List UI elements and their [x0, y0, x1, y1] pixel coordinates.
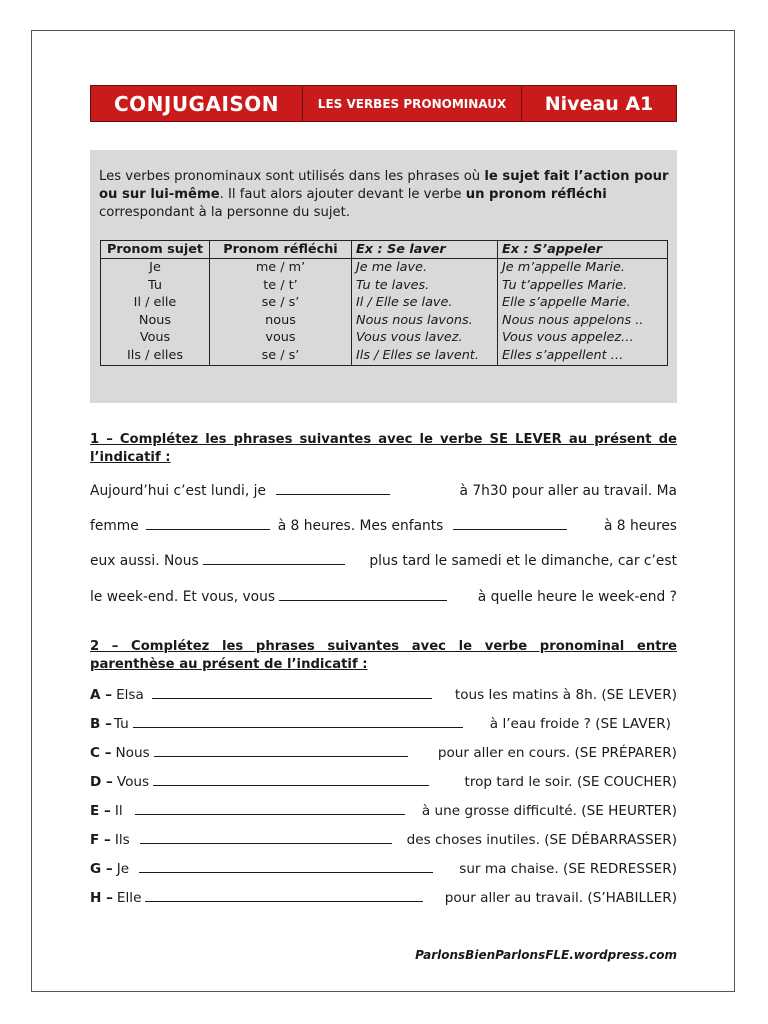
item-end: trop tard le soir. (SE COUCHER)	[464, 774, 677, 790]
table-row	[101, 329, 668, 347]
exercise2-item-d	[90, 773, 677, 790]
sentence-text: eux aussi. Nous	[90, 553, 199, 569]
table-cell: Nous nous appelons ..	[498, 312, 668, 330]
answer-blank[interactable]	[203, 552, 345, 565]
item-end: des choses inutiles. (SE DÉBARRASSER)	[406, 832, 677, 848]
header-level: Niveau A1	[544, 92, 654, 115]
table-cell: Je me lave.	[352, 259, 498, 277]
item-subject: Ils	[114, 832, 130, 848]
exercise1-line-2	[90, 517, 677, 534]
answer-blank[interactable]	[135, 802, 405, 815]
item-letter: G –	[90, 861, 113, 877]
conjugation-table	[100, 240, 668, 366]
item-end: pour aller au travail. (S’HABILLER)	[444, 890, 677, 906]
table-cell: me / m’	[210, 259, 352, 277]
worksheet-header	[90, 85, 677, 122]
intro-part-2: . Il faut alors ajouter devant le verbe	[219, 187, 466, 202]
exercise1-title: 1 – Complétez les phrases suivantes avec le verbe SE LEVER au présent de l’indicatif :	[90, 432, 677, 465]
table-header-cell: Ex : Se laver	[352, 241, 498, 259]
answer-blank[interactable]	[140, 831, 392, 844]
table-row	[101, 259, 668, 277]
intro-bold-1: le sujet fait l’action pour ou sur lui-même	[99, 169, 669, 202]
item-letter: A –	[90, 687, 113, 703]
answer-blank[interactable]	[153, 773, 429, 786]
item-end: tous les matins à 8h. (SE LEVER)	[454, 687, 677, 703]
table-cell: se / s’	[210, 347, 352, 365]
sentence-text: à 7h30 pour aller au travail. Ma	[459, 483, 677, 499]
item-subject: Il	[114, 803, 123, 819]
table-cell: Ils / Elles se lavent.	[352, 347, 498, 365]
table-cell: Elle s’appelle Marie.	[498, 294, 668, 312]
table-cell: Il / Elle se lave.	[352, 294, 498, 312]
item-subject: Nous	[115, 745, 150, 761]
header-subtitle: LES VERBES PRONOMINAUX	[303, 86, 522, 121]
intro-part-1: Les verbes pronominaux sont utilisés dans les phrases où	[99, 169, 485, 184]
table-cell: Ils / elles	[101, 347, 210, 365]
table-cell: Tu te laves.	[352, 277, 498, 295]
table-cell: Elles s’appellent …	[498, 347, 668, 365]
exercise2-item-f	[90, 831, 677, 848]
exercise2-item-b	[90, 715, 677, 732]
answer-blank[interactable]	[139, 860, 433, 873]
item-letter: H –	[90, 890, 113, 906]
intro-bold-2: un pronom réfléchi	[465, 187, 607, 202]
table-cell: Nous nous lavons.	[352, 312, 498, 330]
answer-blank[interactable]	[152, 686, 432, 699]
exercise2-item-e	[90, 802, 677, 819]
table-cell: se / s’	[210, 294, 352, 312]
table-cell: Je	[101, 259, 210, 277]
item-subject: Je	[116, 861, 130, 877]
table-cell: Vous vous lavez.	[352, 329, 498, 347]
intro-text	[99, 168, 669, 222]
table-cell: Vous	[101, 329, 210, 347]
item-letter: E –	[90, 803, 111, 819]
item-letter: F –	[90, 832, 111, 848]
table-cell: vous	[210, 329, 352, 347]
item-end: sur ma chaise. (SE REDRESSER)	[459, 861, 677, 877]
table-cell: Tu t’appelles Marie.	[498, 277, 668, 295]
footer-source-link[interactable]: ParlonsBienParlonsFLE.wordpress.com	[415, 948, 677, 962]
sentence-text: femme	[90, 518, 139, 534]
item-end: à une grosse difficulté. (SE HEURTER)	[421, 803, 677, 819]
sentence-text: plus tard le samedi et le dimanche, car c’est	[369, 553, 677, 569]
table-cell: Je m’appelle Marie.	[498, 259, 668, 277]
table-cell: Vous vous appelez…	[498, 329, 668, 347]
exercise1-line-1	[90, 482, 677, 499]
item-subject: Tu	[113, 716, 129, 732]
table-header-cell: Pronom réfléchi	[210, 241, 352, 259]
item-subject: Elle	[116, 890, 142, 906]
answer-blank[interactable]	[279, 588, 447, 601]
sentence-text: Aujourd’hui c’est lundi, je	[90, 483, 266, 499]
exercise1-line-4	[90, 588, 677, 605]
answer-blank[interactable]	[453, 517, 567, 530]
sentence-text: le week-end. Et vous, vous	[90, 589, 276, 605]
table-row	[101, 312, 668, 330]
exercise2-item-g	[90, 860, 677, 877]
item-subject: Vous	[116, 774, 150, 790]
table-cell: nous	[210, 312, 352, 330]
table-cell: Nous	[101, 312, 210, 330]
exercise2-title: 2 – Complétez les phrases suivantes avec le verbe pronominal entre parenthèse au présent de l’indicatif :	[90, 639, 677, 672]
item-letter: D –	[90, 774, 113, 790]
table-row	[101, 277, 668, 295]
answer-blank[interactable]	[145, 889, 423, 902]
sentence-text: à quelle heure le week-end ?	[477, 589, 677, 605]
table-cell: Tu	[101, 277, 210, 295]
exercise2-item-a	[90, 686, 677, 703]
header-title: CONJUGAISON	[91, 86, 303, 121]
table-header-row	[101, 241, 668, 259]
item-end: pour aller en cours. (SE PRÉPARER)	[437, 745, 677, 761]
sentence-text: à 8 heures. Mes enfants	[277, 518, 444, 534]
exercise1-line-3	[90, 552, 677, 569]
table-cell: te / t’	[210, 277, 352, 295]
intro-part-3: correspondant à la personne du sujet.	[99, 205, 350, 220]
sentence-text: à 8 heures	[603, 518, 677, 534]
answer-blank[interactable]	[146, 517, 270, 530]
table-header-cell: Pronom sujet	[101, 241, 210, 259]
item-subject: Elsa	[116, 687, 144, 703]
table-row	[101, 294, 668, 312]
table-row	[101, 347, 668, 365]
answer-blank[interactable]	[276, 482, 390, 495]
answer-blank[interactable]	[133, 715, 463, 728]
table-header-cell: Ex : S’appeler	[498, 241, 668, 259]
item-letter: B –	[90, 716, 112, 732]
exercise2-item-h	[90, 889, 677, 906]
answer-blank[interactable]	[154, 744, 408, 757]
exercise2-item-c	[90, 744, 677, 761]
item-end: à l’eau froide ? (SE LAVER)	[489, 716, 671, 732]
item-letter: C –	[90, 745, 112, 761]
intro-box	[90, 150, 677, 403]
table-cell: Il / elle	[101, 294, 210, 312]
